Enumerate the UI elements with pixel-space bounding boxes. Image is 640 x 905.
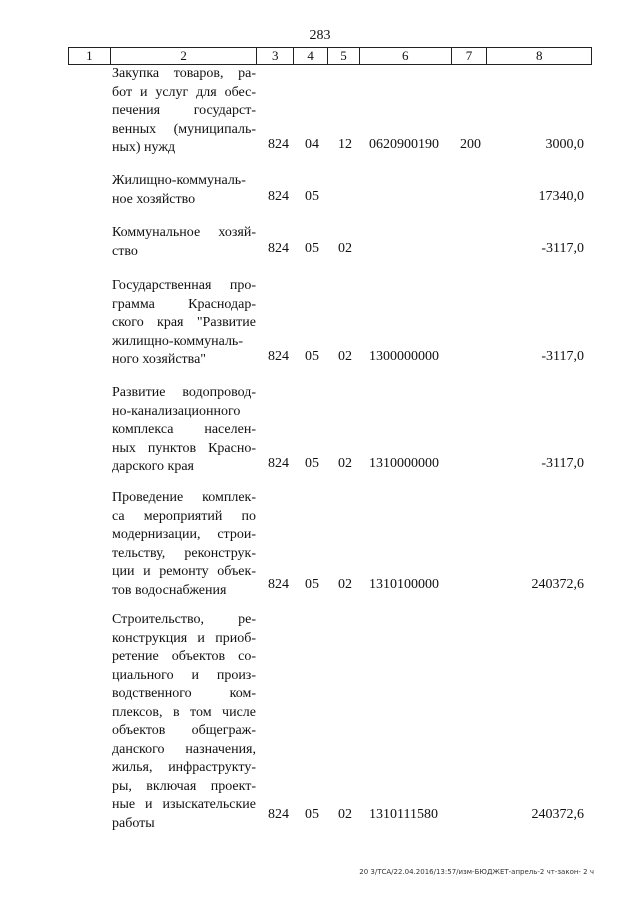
row-description [112, 277, 256, 370]
description-line: ретение объектов со- [112, 649, 256, 664]
column-header-7: 7 [452, 48, 488, 64]
description-line: Проведение комплек- [112, 490, 256, 505]
row-description [112, 224, 256, 261]
description-line: Развитие водопровод- [112, 385, 256, 400]
description-line: грамма Краснодар- [112, 296, 256, 312]
cell-code-3: 824 [268, 137, 289, 152]
description-line: Закупка товаров, ра- [112, 66, 256, 81]
column-header-2: 2 [111, 48, 257, 64]
description-line: жилищно-коммуналь- [112, 333, 243, 349]
description-line: модернизации, строи- [112, 527, 256, 542]
description-line: дарского края [112, 459, 194, 474]
description-line: ных) нужд [112, 140, 176, 155]
cell-code-5: 02 [338, 807, 352, 822]
cell-code-3: 824 [268, 456, 289, 471]
description-line: ского края "Развитие [112, 315, 256, 330]
cell-amount: 240372,6 [531, 577, 584, 592]
description-line: ство [112, 243, 138, 259]
description-line: ных пунктов Красно- [112, 440, 256, 456]
cell-code-6: 0620900190 [369, 137, 439, 152]
description-line: ное хозяйство [112, 191, 196, 207]
description-line: Жилищно-коммуналь- [112, 173, 246, 188]
cell-code-4: 04 [305, 137, 319, 152]
description-line: тельству, реконструк- [112, 545, 256, 561]
column-header-5: 5 [328, 48, 360, 64]
cell-amount: -3117,0 [541, 456, 584, 471]
description-line: Коммунальное хозяй- [112, 225, 256, 240]
cell-code-5: 02 [338, 577, 352, 592]
row-description [112, 489, 256, 600]
cell-code-4: 05 [305, 189, 319, 204]
cell-code-3: 824 [268, 241, 289, 256]
row-description [112, 384, 256, 477]
cell-amount: 17340,0 [538, 189, 584, 204]
cell-code-4: 05 [305, 807, 319, 822]
column-header-6: 6 [360, 48, 452, 64]
description-line: водственного ком- [112, 686, 256, 701]
description-line: печения государст- [112, 103, 256, 118]
row-description [112, 611, 256, 833]
description-line: но-канализационного [112, 403, 241, 419]
cell-code-6: 1300000000 [369, 349, 439, 364]
cell-code-5: 02 [338, 349, 352, 364]
cell-code-3: 824 [268, 349, 289, 364]
row-description [112, 172, 256, 209]
description-line: объектов общеграж- [112, 723, 256, 738]
cell-code-4: 05 [305, 241, 319, 256]
cell-code-5: 02 [338, 241, 352, 256]
description-line: ные и изыскательские [112, 797, 256, 812]
cell-code-6: 1310111580 [369, 807, 438, 822]
description-line: комплекса населен- [112, 422, 256, 437]
document-footer: 20 3/ТСА/22.04.2016/13:57/изм-БЮДЖЕТ-апрель-2 чт-закон- 2 ч [359, 868, 594, 876]
cell-code-3: 824 [268, 807, 289, 822]
description-line: данского назначения, [112, 741, 256, 757]
description-line: ры, включая проект- [112, 778, 256, 794]
description-line: жилья, инфраструкту- [112, 760, 256, 775]
description-line: работы [112, 815, 155, 831]
description-line: конструкция и приоб- [112, 630, 256, 646]
cell-code-3: 824 [268, 189, 289, 204]
cell-code-5: 02 [338, 456, 352, 471]
description-line: ного хозяйства" [112, 352, 207, 367]
description-line: ции и ремонту объек- [112, 564, 256, 579]
description-line: са мероприятий по [112, 508, 256, 524]
column-header-4: 4 [294, 48, 328, 64]
description-line: Государственная про- [112, 278, 256, 293]
cell-amount: 240372,6 [531, 807, 584, 822]
cell-code-4: 05 [305, 456, 319, 471]
cell-code-6: 1310000000 [369, 456, 439, 471]
page-number: 283 [309, 28, 331, 43]
description-line: Строительство, ре- [112, 612, 256, 627]
cell-code-5: 12 [338, 137, 352, 152]
column-header-8: 8 [535, 48, 543, 63]
description-line: бот и услуг для обес- [112, 84, 256, 100]
cell-code-4: 05 [305, 577, 319, 592]
description-line: циального и произ- [112, 667, 256, 683]
column-header-1: 1 [69, 48, 111, 64]
description-line: венных (муниципаль- [112, 121, 256, 137]
column-header-row [68, 47, 592, 65]
cell-amount: 3000,0 [545, 137, 584, 152]
cell-code-4: 05 [305, 349, 319, 364]
cell-amount: -3117,0 [541, 241, 584, 256]
cell-amount: -3117,0 [541, 349, 584, 364]
description-line: плексов, в том числе [112, 704, 256, 720]
cell-code-7: 200 [460, 137, 481, 152]
row-description [112, 65, 256, 158]
cell-code-3: 824 [268, 577, 289, 592]
description-line: тов водоснабжения [112, 582, 227, 598]
cell-code-6: 1310100000 [369, 577, 439, 592]
column-header-3: 3 [257, 48, 294, 64]
